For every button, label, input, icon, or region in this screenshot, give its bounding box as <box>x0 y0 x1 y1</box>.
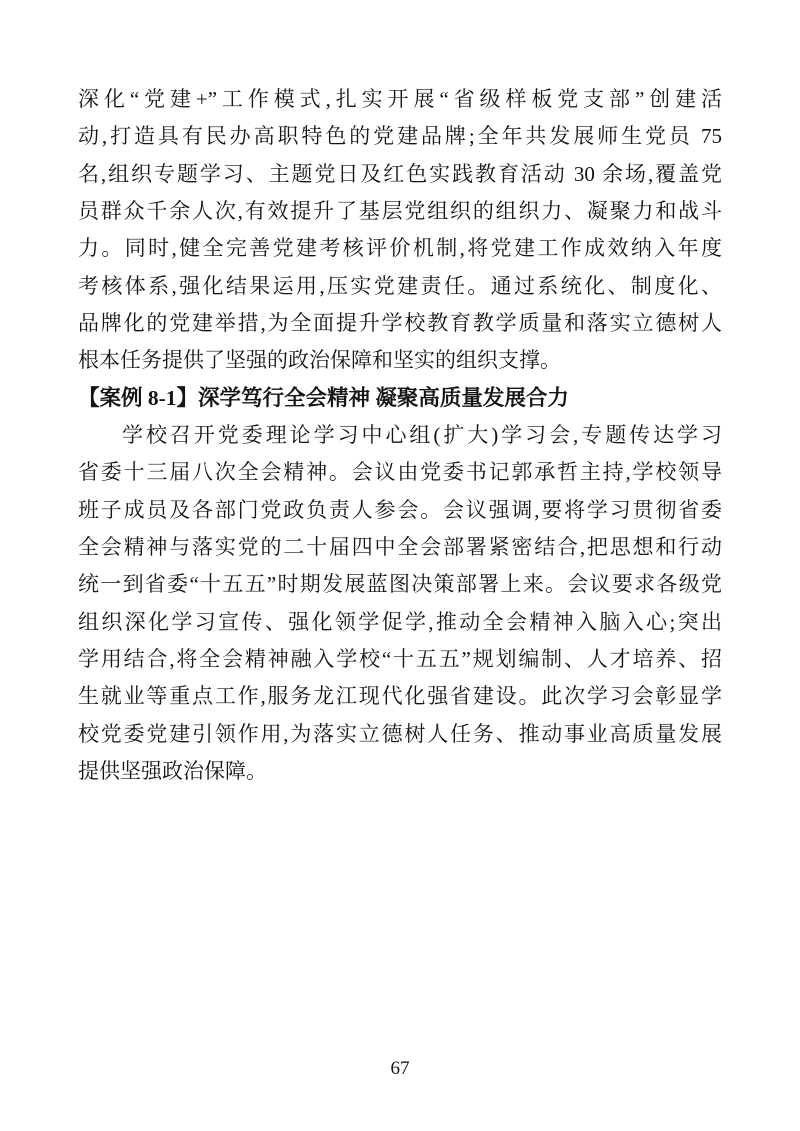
text-line: 力。同时,健全完善党建考核评价机制,将党建工作成效纳入年度 <box>78 236 722 261</box>
case-heading: 【案例 8-1】深学笃行全会精神 凝聚高质量发展合力 <box>78 385 569 410</box>
text-line: 学用结合,将全会精神融入学校“十五五”规划编制、人才培养、招 <box>78 646 722 671</box>
text-line: 名,组织专题学习、主题党日及红色实践教育活动 30 余场,覆盖党 <box>78 161 722 186</box>
text-line: 组织深化学习宣传、强化领学促学,推动全会精神入脑入心;突出 <box>78 609 722 634</box>
text-line: 全会精神与落实党的二十届四中全会部署紧密结合,把思想和行动 <box>78 534 722 559</box>
text-line: 深化“党建+”工作模式,扎实开展“省级样板党支部”创建活 <box>78 87 722 111</box>
text-line: 员群众千余人次,有效提升了基层党组织的组织力、凝聚力和战斗 <box>78 198 722 223</box>
text-line: 提供坚强政治保障。 <box>78 758 267 783</box>
paragraph-party-building <box>78 81 722 380</box>
text-line: 统一到省委“十五五”时期发展蓝图决策部署上来。会议要求各级党 <box>78 572 722 597</box>
paragraph-case-study <box>78 417 722 790</box>
text-line: 考核体系,强化结果运用,压实党建责任。通过系统化、制度化、 <box>78 273 722 298</box>
text-line: 动,打造具有民办高职特色的党建品牌;全年共发展师生党员 75 <box>78 124 722 149</box>
page-content <box>78 81 722 790</box>
text-line: 生就业等重点工作,服务龙江现代化强省建设。此次学习会彰显学 <box>78 684 722 709</box>
page-number: 67 <box>390 1058 410 1079</box>
text-line: 学校召开党委理论学习中心组(扩大)学习会,专题传达学习 <box>122 422 722 447</box>
text-line: 省委十三届八次全会精神。会议由党委书记郭承哲主持,学校领导 <box>78 460 722 485</box>
text-line: 班子成员及各部门党政负责人参会。会议强调,要将学习贯彻省委 <box>78 497 722 522</box>
text-line: 根本任务提供了坚强的政治保障和坚实的组织支撑。 <box>78 348 561 373</box>
text-line: 品牌化的党建举措,为全面提升学校教育教学质量和落实立德树人 <box>78 310 722 335</box>
text-line: 校党委党建引领作用,为落实立德树人任务、推动事业高质量发展 <box>78 721 722 746</box>
